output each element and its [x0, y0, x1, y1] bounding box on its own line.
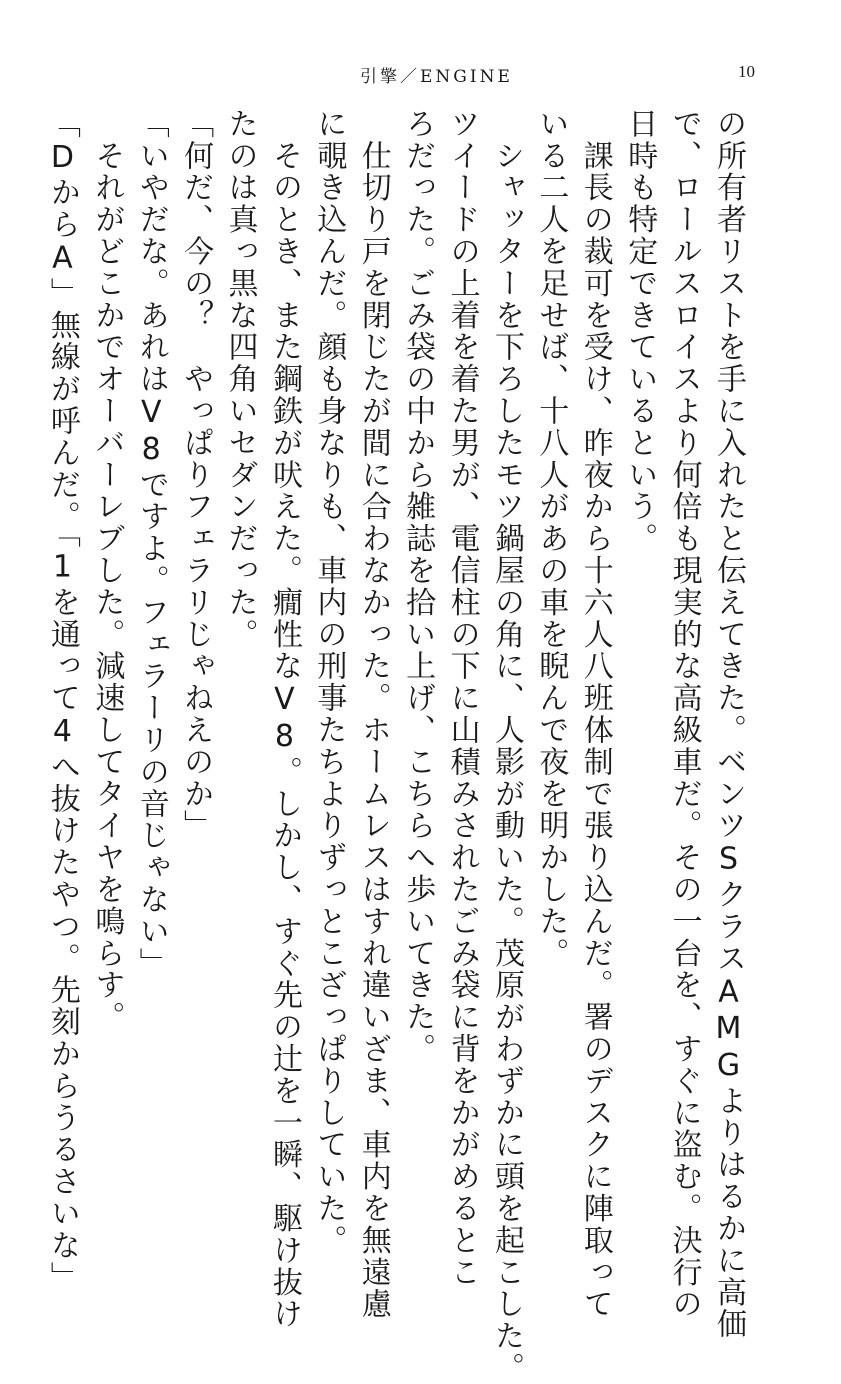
text-line: たのは真っ黒な四角いセダンだった。 — [222, 108, 258, 651]
text-line: 仕切り戸を閉じたが間に合わなかった。ホームレスはすれ違いざま、車内を無遠慮 — [355, 108, 391, 1321]
text-line: 「DからA」無線が呼んだ。「1を通って4へ抜けたやつ。先刻からうるさいな」 — [44, 108, 80, 1294]
text-line: それがどこかでオーバーレブした。減速してタイヤを鳴らす。 — [89, 108, 125, 1034]
page-number: 10 — [738, 62, 755, 81]
text-line: 「いやだな。あれはV8ですよ。フェラーリの音じゃない」 — [133, 108, 169, 980]
text-line: 「何だ、今の？ やっぱりフェラリじゃねえのか」 — [178, 108, 214, 842]
text-line: で、ロールスロイスより何倍も現実的な高級車だ。その一台を、すぐに盗む。決行の — [666, 108, 702, 1321]
text-line: シャッターを下ろしたモツ鍋屋の角に、人影が動いた。茂原がわずかに頭を起こした。 — [488, 108, 524, 1384]
running-head — [0, 62, 841, 92]
text-line: ろだった。ごみ袋の中から雑誌を拾い上げ、こちらへ歩いてきた。 — [400, 108, 436, 1065]
vertical-text-body — [44, 108, 750, 1384]
text-line: の所有者リストを手に入れたと伝えてきた。ベンツSクラスAMGよりはるかに高価 — [711, 108, 746, 1341]
text-line: 日時も特定できているという。 — [622, 108, 658, 555]
text-line: いる二人を足せば、十八人があの車を睨んで夜を明かした。 — [533, 108, 569, 970]
text-line: そのとき、また鋼鉄が吠えた。癇性なV8。しかし、すぐ先の辻を一瞬、駆け抜け — [266, 108, 302, 1331]
text-line: に覗き込んだ。顔も身なりも、車内の刑事たちよりずっとこざっぱりしていた。 — [311, 108, 347, 1257]
text-line: 課長の裁可を受け、昨夜から十六人八班体制で張り込んだ。署のデスクに陣取って — [577, 108, 613, 1321]
text-line: ツイードの上着を着た男が、電信柱の下に山積みされたごみ袋に背をかがめるとこ — [444, 108, 480, 1289]
chapter-title: 引擎／ENGINE — [360, 67, 513, 87]
